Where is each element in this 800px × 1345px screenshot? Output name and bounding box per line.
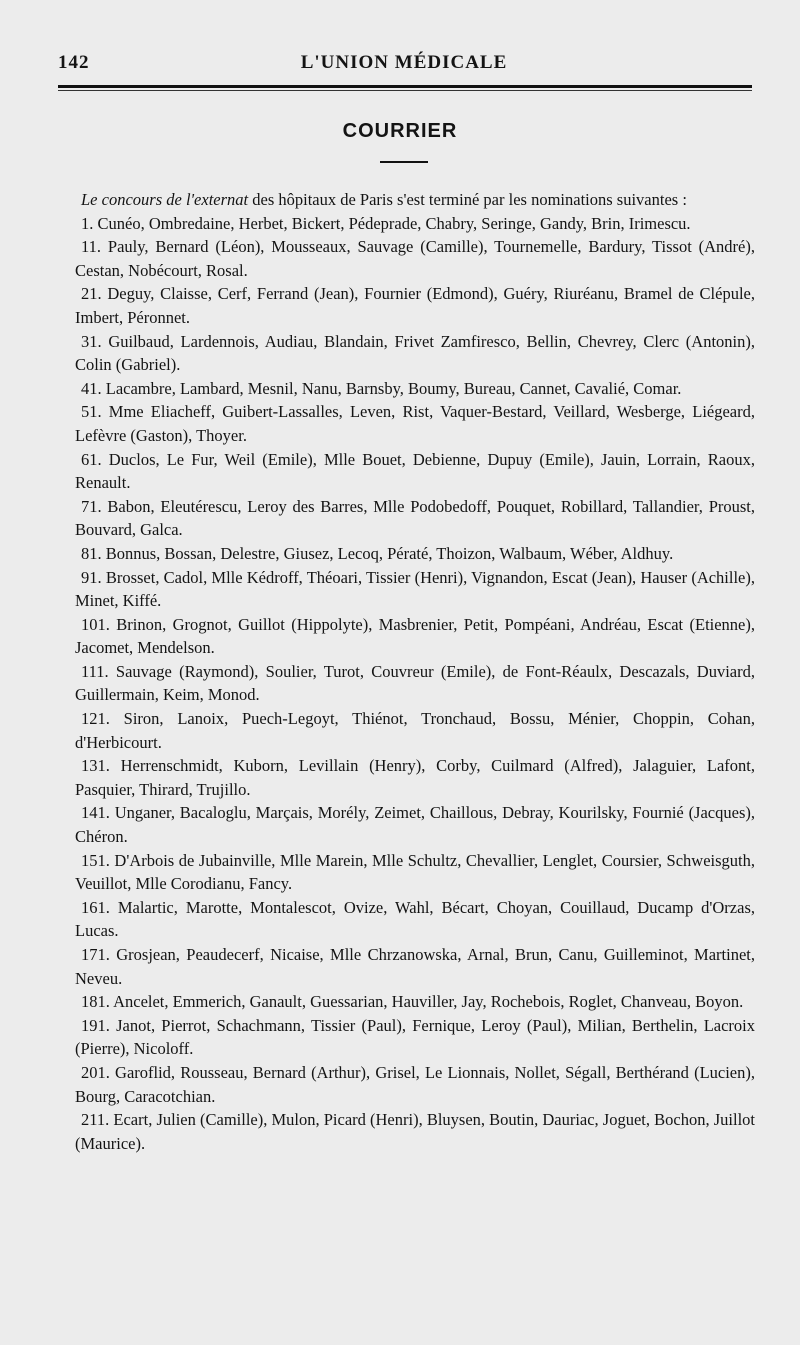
list-item: 91. Brosset, Cadol, Mlle Kédroff, Théoari, Tissier (Henri), Vignandon, Escat (Jean), Hauser (Achille), Minet, Kiffé.: [75, 567, 755, 611]
running-title: L'UNION MÉDICALE: [300, 52, 508, 73]
list-item: 101. Brinon, Grognot, Guillot (Hippolyte), Masbrenier, Petit, Pompéani, Andréau, Escat (Etienne), Jacomet, Mendelson.: [75, 614, 755, 658]
header-rule: [58, 85, 752, 88]
list-item: 151. D'Arbois de Jubainville, Mlle Marein, Mlle Schultz, Chevallier, Lenglet, Coursier, Schweisguth, Veuillot, Mlle Corodianu, Fancy.: [75, 850, 755, 894]
list-item: 51. Mme Eliacheff, Guibert-Lassalles, Leven, Rist, Vaquer-Bestard, Veillard, Wesberge, Liégeard, Lefèvre (Gaston), Thoyer.: [75, 402, 755, 445]
list-item: 21. Deguy, Claisse, Cerf, Ferrand (Jean), Fournier (Edmond), Guéry, Riuréanu, Bramel de Clépule, Imbert, Péronnet.: [75, 284, 755, 327]
list-item: 141. Unganer, Bacaloglu, Marçais, Morély, Zeimet, Chaillous, Debray, Kourilsky, Fournié (Jacques), Chéron.: [75, 803, 755, 847]
list-item: 71. Babon, Eleutérescu, Leroy des Barres, Mlle Podobedoff, Pouquet, Robillard, Tallandier, Proust, Bouvard, Galca.: [75, 496, 755, 540]
list-item: 1. Cunéo, Ombredaine, Herbet, Bickert, Pédeprade, Chabry, Seringe, Gandy, Brin, Irimescu.: [81, 213, 691, 233]
list-item: 191. Janot, Pierrot, Schachmann, Tissier (Paul), Fernique, Leroy (Paul), Milian, Berthelin, Lacroix (Pierre), Nicoloff.: [75, 1015, 755, 1059]
title-divider: [380, 161, 428, 163]
intro-paragraph: [75, 188, 755, 212]
list-item: 201. Garoflid, Rousseau, Bernard (Arthur), Grisel, Le Lionnais, Nollet, Ségall, Berthérand (Lucien), Bourg, Caracotchian.: [75, 1062, 755, 1106]
header-rule-thin: [58, 90, 752, 91]
list-item: 31. Guilbaud, Lardennois, Audiau, Blandain, Frivet Zamfiresco, Bellin, Chevrey, Clerc (Antonin), Colin (Gabriel).: [75, 331, 755, 375]
page-header: [58, 48, 750, 78]
section-title: COURRIER: [342, 120, 458, 142]
list-item: 81. Bonnus, Bossan, Delestre, Giusez, Lecoq, Pératé, Thoizon, Walbaum, Wéber, Aldhuy.: [81, 543, 674, 563]
list-item: 161. Malartic, Marotte, Montalescot, Ovize, Wahl, Bécart, Choyan, Couillaud, Ducamp d'Orzas, Lucas.: [75, 897, 755, 941]
list-item: 111. Sauvage (Raymond), Soulier, Turot, Couvreur (Emile), de Font-Réaulx, Descazals, Duviard, Guillermain, Keim, Monod.: [75, 661, 755, 705]
list-item: 11. Pauly, Bernard (Léon), Mousseaux, Sauvage (Camille), Tournemelle, Bardury, Tissot (André), Cestan, Nobécourt, Rosal.: [75, 237, 755, 280]
list-item: 171. Grosjean, Peaudecerf, Nicaise, Mlle Chrzanowska, Arnal, Brun, Canu, Guilleminot, Martinet, Neveu.: [75, 945, 755, 988]
list-item: 61. Duclos, Le Fur, Weil (Emile), Mlle Bouet, Debienne, Dupuy (Emile), Jauin, Lorrain, Raoux, Renault.: [75, 449, 755, 493]
article-body: [75, 188, 755, 1155]
list-item: 181. Ancelet, Emmerich, Ganault, Guessarian, Hauviller, Jay, Rochebois, Roglet, Chanveau, Boyon.: [81, 992, 744, 1012]
list-item: 41. Lacambre, Lambard, Mesnil, Nanu, Barnsby, Boumy, Bureau, Cannet, Cavalié, Comar.: [81, 378, 682, 398]
page-number: 142: [58, 52, 90, 73]
list-item: 121. Siron, Lanoix, Puech-Legoyt, Thiénot, Tronchaud, Bossu, Ménier, Choppin, Cohan, d'Herbicourt.: [75, 709, 755, 752]
list-item: 131. Herrenschmidt, Kuborn, Levillain (Henry), Corby, Cuilmard (Alfred), Jalaguier, Lafont, Pasquier, Thirard, Trujillo.: [75, 756, 755, 799]
intro-text: des hôpitaux de Paris s'est terminé par les nominations suivantes :: [248, 190, 687, 209]
intro-italic: Le concours de l'externat: [81, 190, 249, 209]
list-item: 211. Ecart, Julien (Camille), Mulon, Picard (Henri), Bluysen, Boutin, Dauriac, Joguet, Bochon, Juillot (Maurice).: [75, 1110, 755, 1153]
